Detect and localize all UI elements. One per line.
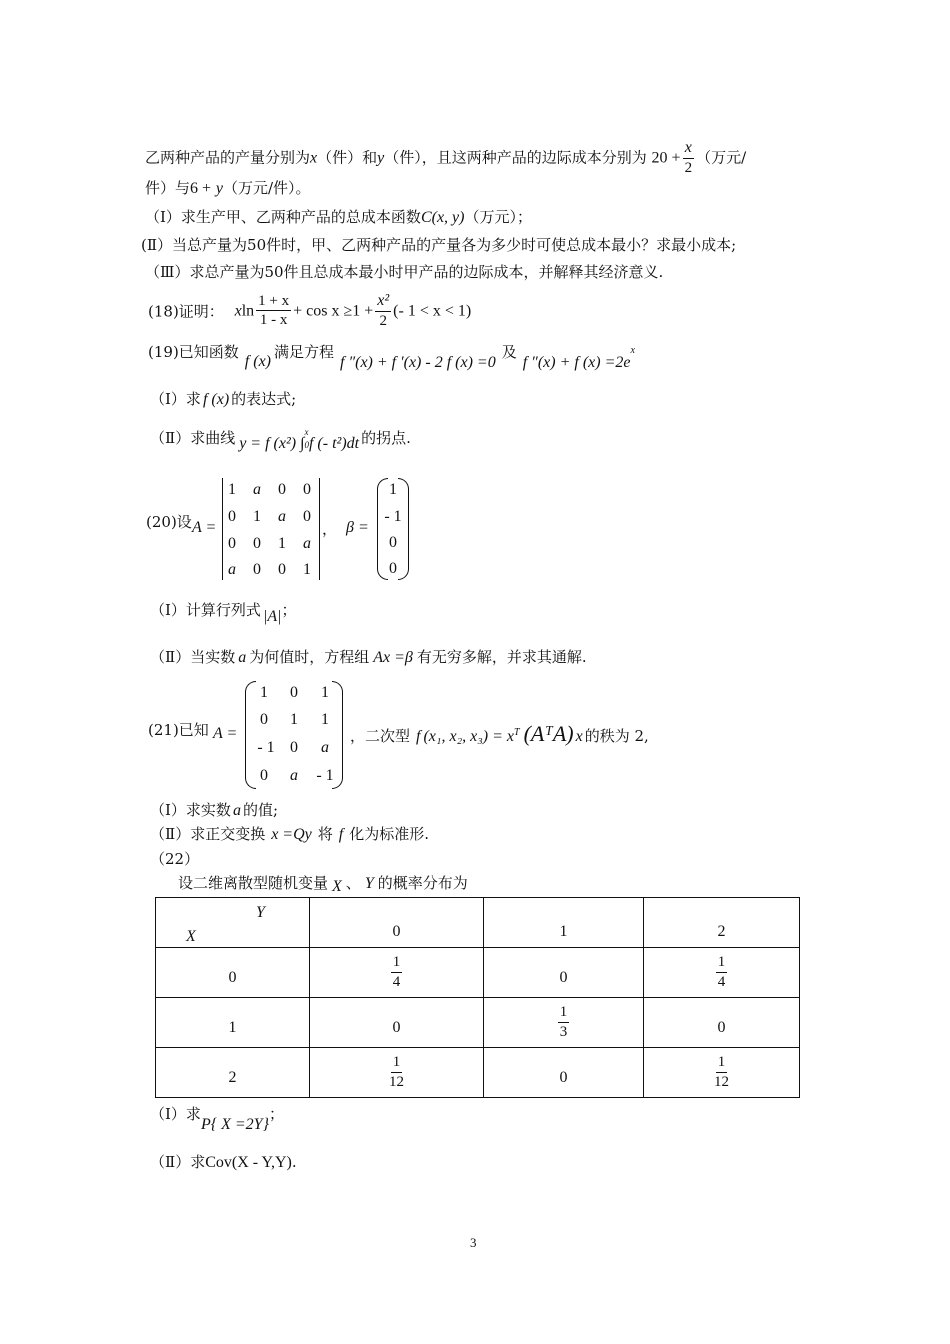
matrix-cell: - 1 <box>316 767 334 784</box>
q21-part-i: （Ⅰ）求实数 a 的值; <box>150 801 278 819</box>
matrix-cell: a <box>290 767 298 784</box>
math-C-xy: C(x, y) <box>420 209 465 226</box>
matrix-cell: 0 <box>228 508 236 525</box>
q19-part-ii: （Ⅱ）求曲线 y = f (x²) ∫ x 0 f (- t²)dt 的拐点. <box>150 427 411 452</box>
table-cell: 0 <box>644 998 800 1048</box>
q22-label: （22） <box>150 850 200 868</box>
vector-cell: 0 <box>389 534 397 551</box>
matrix-cell: 0 <box>228 535 236 552</box>
matrix-cell: 0 <box>290 684 298 701</box>
matrix-cell: a <box>278 508 286 525</box>
q19-statement: (19)已知函数f (x)满足方程f ″(x) + f ′(x) - 2 f (x) =0及f ″(x) + f $(x) =2e^x$ <box>148 343 635 371</box>
matrix-cell: 0 <box>260 711 268 728</box>
matrix-cell: a <box>253 481 261 498</box>
matrix-cell: 0 <box>278 481 286 498</box>
row-header: 1 <box>156 998 310 1048</box>
matrix-cell: a <box>228 561 236 578</box>
math-expr: 20 + <box>651 149 681 167</box>
intro-text: （件），且这两种产品的边际成本分别为 <box>384 148 647 167</box>
matrix-cell: 1 <box>290 711 298 728</box>
q22-part-i: （Ⅰ）求P{ X =2Y}； <box>150 1105 284 1133</box>
table-cell: $\frac{1}{12}$ <box>310 1048 484 1098</box>
intro-text: 件）与 <box>145 179 191 197</box>
table-row <box>156 998 800 1048</box>
var-x: x <box>310 149 318 167</box>
intro-text: （万元/ <box>696 148 747 167</box>
q20-comma: ， <box>322 520 338 538</box>
q21-A-eq: A = <box>213 725 238 742</box>
q21-quadratic: ，二次型 f (x₁, x₂, $x_3) = x^T$ (AᵀA) x 的秩为 2, <box>350 721 649 746</box>
intro-text: （件）和 <box>317 148 378 167</box>
matrix-cell: 0 <box>278 561 286 578</box>
intro-line-1 <box>145 140 746 177</box>
intro-text: （万元/件）。 <box>222 179 311 197</box>
q22-part-ii: （Ⅱ）求Cov(X - Y,Y). <box>150 1153 297 1171</box>
q20-part-ii: （Ⅱ）当实数 a 为何值时，方程组 Ax =β 有无穷多解，并求其通解. <box>150 648 587 666</box>
col-header: 1 <box>484 898 644 948</box>
row-header: 2 <box>156 1048 310 1098</box>
vector-cell: 0 <box>389 560 397 577</box>
vector-cell: - 1 <box>384 508 402 525</box>
col-header: 0 <box>310 898 484 948</box>
q21-part-ii: （Ⅱ）求正交变换 x =Qy 将 f 化为标准形. <box>150 825 430 843</box>
table-row <box>156 1048 800 1098</box>
table-row <box>156 948 800 998</box>
q20-matrix-A <box>220 478 320 580</box>
matrix-cell: 0 <box>290 739 298 756</box>
q19-part-i: （Ⅰ）求 f (x) 的表达式; <box>150 390 297 408</box>
q20-beta-eq: β = <box>346 519 369 536</box>
intro-text: 乙两种产品的产量分别为 <box>145 148 311 167</box>
corner-label-y: Y <box>256 904 265 921</box>
q20-part-i: （Ⅰ）计算行列式 |A|； <box>150 601 297 625</box>
var-y: y <box>377 149 385 167</box>
col-header: 2 <box>644 898 800 948</box>
table-cell: $\frac{1}{4}$ <box>644 948 800 998</box>
corner-cell <box>156 898 310 948</box>
page-number: 3 <box>470 1235 477 1250</box>
matrix-cell: 1 <box>228 481 236 498</box>
q17-part-ii: (Ⅱ）当总产量为50件时，甲、乙两种产品的产量各为多少时可使总成本最小？求最小成本; <box>141 236 737 254</box>
matrix-cell: a <box>303 535 311 552</box>
probability-table <box>155 897 800 1098</box>
matrix-cell: 1 <box>321 711 329 728</box>
q17-part-iii: （Ⅲ）求总产量为50件且总成本最小时甲产品的边际成本，并解释其经济意义. <box>145 263 664 281</box>
q20-A-eq: A = <box>192 519 217 536</box>
matrix-cell: 1 <box>260 684 268 701</box>
var-y: y <box>215 180 223 197</box>
q21-label: (21)已知 <box>148 721 209 739</box>
row-header: 0 <box>156 948 310 998</box>
table-header-row <box>156 898 800 948</box>
matrix-cell: 0 <box>260 767 268 784</box>
matrix-cell: 0 <box>253 535 261 552</box>
fraction: $\frac{x}{2}$ <box>684 139 693 176</box>
math-expr: 6 + <box>190 180 212 197</box>
table-cell: 0 <box>484 1048 644 1098</box>
table-cell: $\frac{1}{3}$ <box>484 998 644 1048</box>
matrix-cell: 1 <box>253 508 261 525</box>
matrix-cell: 1 <box>321 684 329 701</box>
table-cell: $\frac{1}{4}$ <box>310 948 484 998</box>
matrix-cell: 1 <box>278 535 286 552</box>
q20-vector-beta <box>378 478 408 578</box>
intro-line-2 <box>145 181 311 197</box>
matrix-cell: a <box>321 739 329 756</box>
matrix-cell: 1 <box>303 561 311 578</box>
vector-cell: 1 <box>389 481 397 498</box>
matrix-cell: - 1 <box>257 739 275 756</box>
q20-label: (20)设 <box>146 513 192 531</box>
table-cell: 0 <box>484 948 644 998</box>
q22-intro: 设二维离散型随机变量 X 、 Y 的概率分布为 <box>178 874 468 895</box>
table-cell: $\frac{1}{12}$ <box>644 1048 800 1098</box>
matrix-cell: 0 <box>253 561 261 578</box>
matrix-cell: 0 <box>303 508 311 525</box>
q17-part-i: （Ⅰ）求生产甲、乙两种产品的总成本函数C(x, y)（万元）； <box>145 208 532 226</box>
matrix-cell: 0 <box>303 481 311 498</box>
corner-label-x: X <box>186 928 196 945</box>
q21-matrix-A <box>250 681 340 787</box>
q18-statement: (18)证明： xln $\frac{1 + x}{1 - x}$ + cos x ≥1 + $\frac{\text{x²}}{2}$ (- 1 < x < 1) <box>148 292 472 329</box>
table-cell: 0 <box>310 998 484 1048</box>
